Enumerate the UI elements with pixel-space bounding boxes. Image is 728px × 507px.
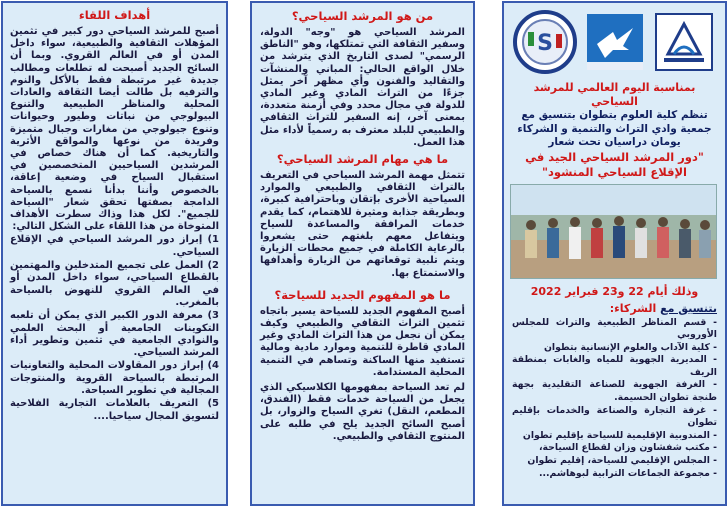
goals-panel: [1, 1, 228, 506]
question-concept-body-2: لم تعد السياحة بمفهومها الكلاسيكي الذي يجعل من السياحة خدمات فقط (الفندق، المطعم، النقل) تغري السياح والزوار، بل أصبح السائح الجديد يلح في طلبه على المنتوج الثقافي والطبيعي.: [260, 382, 465, 442]
event-organizers: تنظم كلية العلوم بتطوان بتنسيق مع جمعية وادي التراث والتنمية و الشركاء يومان دراسيان تحت شعار: [517, 109, 712, 148]
partner-item: - مجموعة الجماعات الترابية لبوهاشم...: [512, 468, 717, 481]
partner-item: - مكتب شفشاون وزان لقطاع السياحة،: [512, 442, 717, 455]
partners-heading-suffix: الشركاء:: [609, 301, 657, 315]
partner-item: - كلية الآداب والعلوم الإنسانية بتطوان: [512, 342, 717, 355]
question-concept-body: أصبح المفهوم الجديد للسياحة يسير باتجاه تثمين التراث الثقافي والطبيعي وكيف يمكن أن نجعل من هذا التراث المادي وغير المادي قاطرة للتنمية وموارد مادية ومالية تستفيد منها الساكنة وتساهم في التنمية المحلية المستدامة.: [260, 305, 465, 378]
event-date: وذلك أيام 22 و23 فبراير 2022: [530, 284, 699, 298]
group-photo: [510, 184, 717, 279]
event-slogan: "دور المرشد السياحي الجيد في الإقلاع السياحي المنشود": [525, 149, 704, 179]
partner-item: - المندوبية الإقليمية للسياحة بإقليم تطوان: [512, 430, 717, 443]
partners-heading: [512, 302, 717, 315]
partner-item: - غرفة التجارة والصناعة والخدمات بإقليم تطوان: [512, 405, 717, 430]
question-tasks-title: ما هي مهام المرشد السياحي؟: [276, 152, 449, 167]
question-tasks-body: تتمثل مهمة المرشد السياحي في التعريف بالتراث الثقافي والطبيعي والموارد السياحية الأخرى بإتقان وباحترافية كبيرة، وبطريقة جذابة ومثيرة للاهتمام، كما يقدم خدمات المرافقة والمساعدة للسياح ويتفاعل معهم بلغتهم حتى يشعروا بالرعاية الكاملة في جميع محطات الزيارة ويتم تلبية توقعاتهم من الزيارة وأهدافها والاستمتاع بها.: [260, 170, 465, 279]
event-title: بمناسبة اليوم العالمي للمرشد السياحي: [533, 81, 696, 108]
partners-heading-prefix: بتنسيق مع: [660, 301, 717, 315]
question-who-body: المرشد السياحي هو "وجه" الدولة، وسفير الثقافة التي تمتلكها، وهو "الناطق الرسمي" لصدى التاريخ الذي يترشد من خلال الواقع الحالي: المباني والمنشآت والتقاليد والفنون وأي مظهر آخر يمثل جزءًا من التراث المادي وغير المادي للدولة في مجال محدد وفي أزمنة متعددة، بمعنى آخر، إنه السفير للتراث الثقافي والطبيعي للبلد معترف به رسمياً لأداء مثل هذا العمل.: [260, 27, 465, 148]
guide-info-panel: [250, 1, 475, 506]
goal-item: 4) إبراز دور المقاولات المحلية والتعاونيات المرتبطة بالسياحة القروية والمنتوجات المجالية في تطوير السياحة.: [10, 360, 219, 397]
question-concept-title: ما هو المفهوم الجديد للسياحة؟: [274, 287, 451, 302]
fst-logo-icon: [512, 10, 578, 74]
goal-item: 3) معرفة الدور الكبير الذي يمكن أن تلعبه التكوينات الجامعية أو البحث العلمي والنوادي الجامعية في تثمين وتطوير أداء المرشد السياحي.: [10, 310, 219, 359]
question-who-title: من هو المرشد السياحي؟: [291, 9, 434, 23]
dove-logo-icon: [582, 10, 648, 74]
partner-item: - قسم المناظر الطبيعية والتراث للمجلس الأوروبي: [512, 317, 717, 342]
event-panel: [502, 1, 727, 506]
partner-item: - المديرية الجهوية للمياه والغابات بمنطقة الريف: [512, 354, 717, 379]
association-logo-icon: [651, 10, 717, 74]
partner-item: - الغرفة الجهوية للصناعة التقليدية بجهة طنجة تطوان الحسيمة.: [512, 379, 717, 404]
svg-text:S: S: [537, 31, 553, 56]
goal-item: 1) إبراز دور المرشد السياحي في الإقلاع السياحي.: [10, 234, 219, 258]
goal-item: 2) العمل على تجميع المتدخلين والمهتمين بالقطاع السياحي، سواء داخل المدن أو في العالم القروي للنهوض بالسياحة بالمغرب.: [10, 260, 219, 308]
partners-list: [512, 317, 717, 481]
partner-item: - المجلس الإقليمي للسياحة، إقليم تطوان: [512, 455, 717, 468]
goals-intro: أصبح للمرشد السياحي دور كبير في تثمين المؤهلات الثقافية والطبيعية، سواء داخل المدن أو في العالم القروي. وبما أن السائح الجديد أصبحت له تطلعات ومطالب جديدة غير مرتبطة فقط بالأكل والنوم والترفيه بل طالت أيضا الثقافة والعادات المحلية والمناظر الطبيعية والتنوع البيولوجي من نباتات وطيور وحيوانات وتنوع جيولوجي من مغارات وجبال متميزة وفريدة من نوعها والمواقع الأثرية والتاريخية. كما أن هناك خصاص في المرشدين السياحيين المتخصصين في استقبال السياح في وضعية إعاقة، بالخصوص وأننا بدأنا نسمع بالسياحة الدامجة بصفتها تحقق شعار "السياحة للجميع". لكل هذا وذاك سطرت الأهداف المتوخاة من هذا اللقاء على الشكل التالي:: [10, 26, 219, 233]
logos-row: [512, 6, 717, 78]
goals-title: أهداف اللقاء: [78, 8, 151, 22]
goal-item: 5) التعريف بالعلامات التجارية الفلاحية لتسويق المجال سياحيا....: [10, 398, 219, 422]
